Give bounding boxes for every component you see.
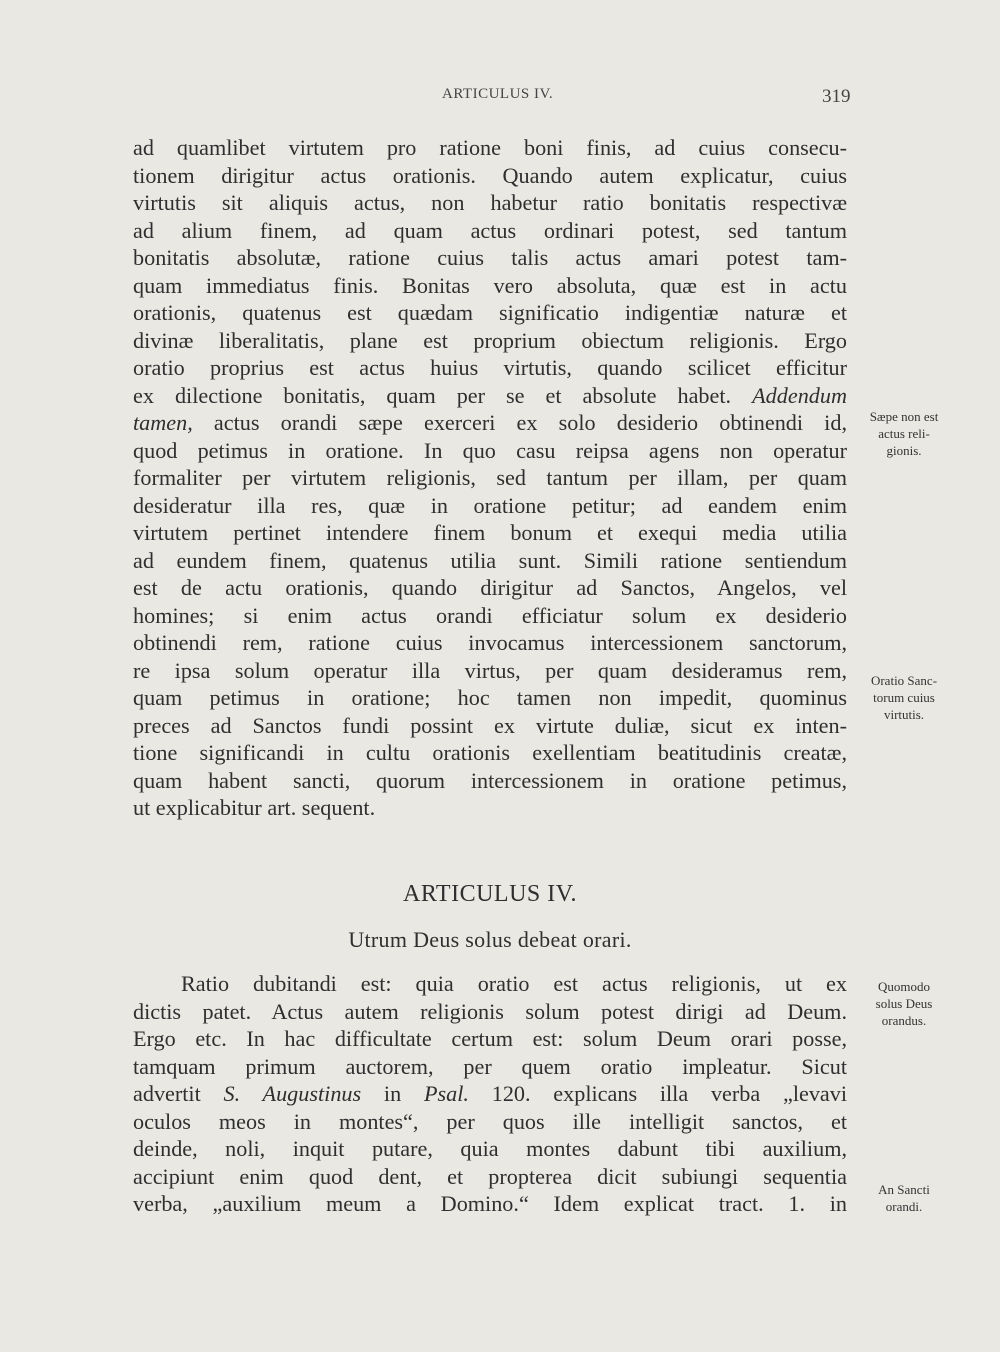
margin-note [852,978,956,1029]
text-span: advertit [133,1081,201,1106]
margin-note-line: solus Deus [875,996,933,1011]
text-line [133,1080,847,1108]
work-title: Psal. [423,1081,469,1106]
text-line: Ratio dubitandi est: quia oratio est actus religionis, ut ex [181,971,847,996]
margin-note-line: orandi. [885,1199,923,1214]
text-line: dictis patet. Actus autem religionis solum potest dirigi ad Deum. [133,998,847,1024]
margin-note-line: gionis. [886,443,922,458]
text-line: quam habent sancti, quorum intercessionem in oratione petimus, [133,767,847,793]
italic-word: Addendum [752,382,848,408]
text-line: virtutis sit aliquis actus, non habetur ratio bonitatis respectivæ [133,190,847,215]
author-name: S. Augustinus [223,1081,362,1106]
text-line: quod petimus in oratione. In quo casu reipsa agens non operatur [133,437,847,463]
text-line: ut explicabitur art. sequent. [133,795,376,820]
running-head: ARTICULUS IV. [442,86,554,102]
text-line: accipiunt enim quod dent, et propterea dicit subiungi sequentia [133,1163,847,1189]
margin-note-line: virtutis. [883,707,925,722]
paragraph-continuation [133,134,847,822]
text-line: ad alium finem, ad quam actus ordinari potest, sed tantum [133,217,847,243]
margin-note [852,408,956,459]
margin-note-line: orandus. [881,1013,927,1028]
text-span: in [383,1081,402,1106]
text-line: obtinendi rem, ratione cuius invocamus intercessionem sanctorum, [133,630,847,655]
text-line: re ipsa solum operatur illa virtus, per quam desideramus rem, [133,657,847,683]
text-span: 120. explicans illa verba „levavi [491,1081,848,1106]
text-line: virtutem pertinet intendere finem bonum et exequi media utilia [133,520,847,545]
text-line: deinde, noli, inquit putare, quia montes dabunt tibi auxilium, [133,1136,847,1161]
text-line: desideratur illa res, quæ in oratione petitur; ad eandem enim [133,492,847,518]
text-line [133,382,847,410]
italic-word: tamen, [133,410,193,435]
margin-note-line: Oratio Sanc- [870,673,938,688]
article-body [133,970,847,1218]
text-span: ex dilectione bonitatis, quam per se et absolute habet. [133,382,732,408]
text-line: quam petimus in oratione; hoc tamen non impedit, quominus [133,685,847,710]
margin-note-line: Quomodo [878,979,930,994]
margin-note-line: Sæpe non est [869,409,939,424]
text-line: tamquam primum auctorem, per quem oratio impleatur. Sicut [133,1053,847,1079]
article-question: Utrum Deus solus debeat orari. [348,927,632,952]
text-line: tione significandi in cultu orationis exellentiam beatitudinis creatæ, [133,740,847,765]
margin-note [852,672,956,723]
text-line: formaliter per virtutem religionis, sed tantum per illam, per quam [133,465,847,490]
text-line: oculos meos in montes“, per quos ille intelligit sanctos, et [133,1108,847,1134]
margin-note-line: actus reli- [878,426,930,441]
text-line [133,409,847,437]
text-line: Ergo etc. In hac difficultate certum est: solum Deum orari posse, [133,1026,847,1051]
text-line: homines; si enim actus orandi efficiatur solum ex desiderio [133,602,847,628]
margin-note [852,1181,956,1215]
text-line: orationis, quatenus est quædam significatio indigentiæ naturæ et [133,300,847,325]
margin-note-line: An Sancti [878,1182,930,1197]
text-line: quam immediatus finis. Bonitas vero absoluta, quæ est in actu [133,272,847,298]
text-line: ad quamlibet virtutem pro ratione boni finis, ad cuius consecu- [133,135,847,160]
text-line: preces ad Sanctos fundi possint ex virtute duliæ, sicut ex inten- [133,712,847,738]
article-title: ARTICULUS IV. [403,881,577,907]
text-line: bonitatis absolutæ, ratione cuius talis actus amari potest tam- [133,245,847,270]
text-line: ad eundem finem, quatenus utilia sunt. Simili ratione sentiendum [133,547,847,573]
text-line: tionem dirigitur actus orationis. Quando autem explicatur, cuius [133,162,847,188]
text-line: verba, „auxilium meum a Domino.“ Idem explicat tract. 1. in [133,1191,847,1216]
text-line: divinæ liberalitatis, plane est proprium obiectum religionis. Ergo [133,327,847,353]
text-span: actus orandi sæpe exerceri ex solo desiderio obtinendi id, [213,410,847,435]
margin-note-line: torum cuius [873,690,935,705]
text-line: est de actu orationis, quando dirigitur ad Sanctos, Angelos, vel [133,575,847,600]
text-line: oratio proprius est actus huius virtutis, quando scilicet efficitur [133,355,847,380]
page-number: 319 [822,86,851,107]
